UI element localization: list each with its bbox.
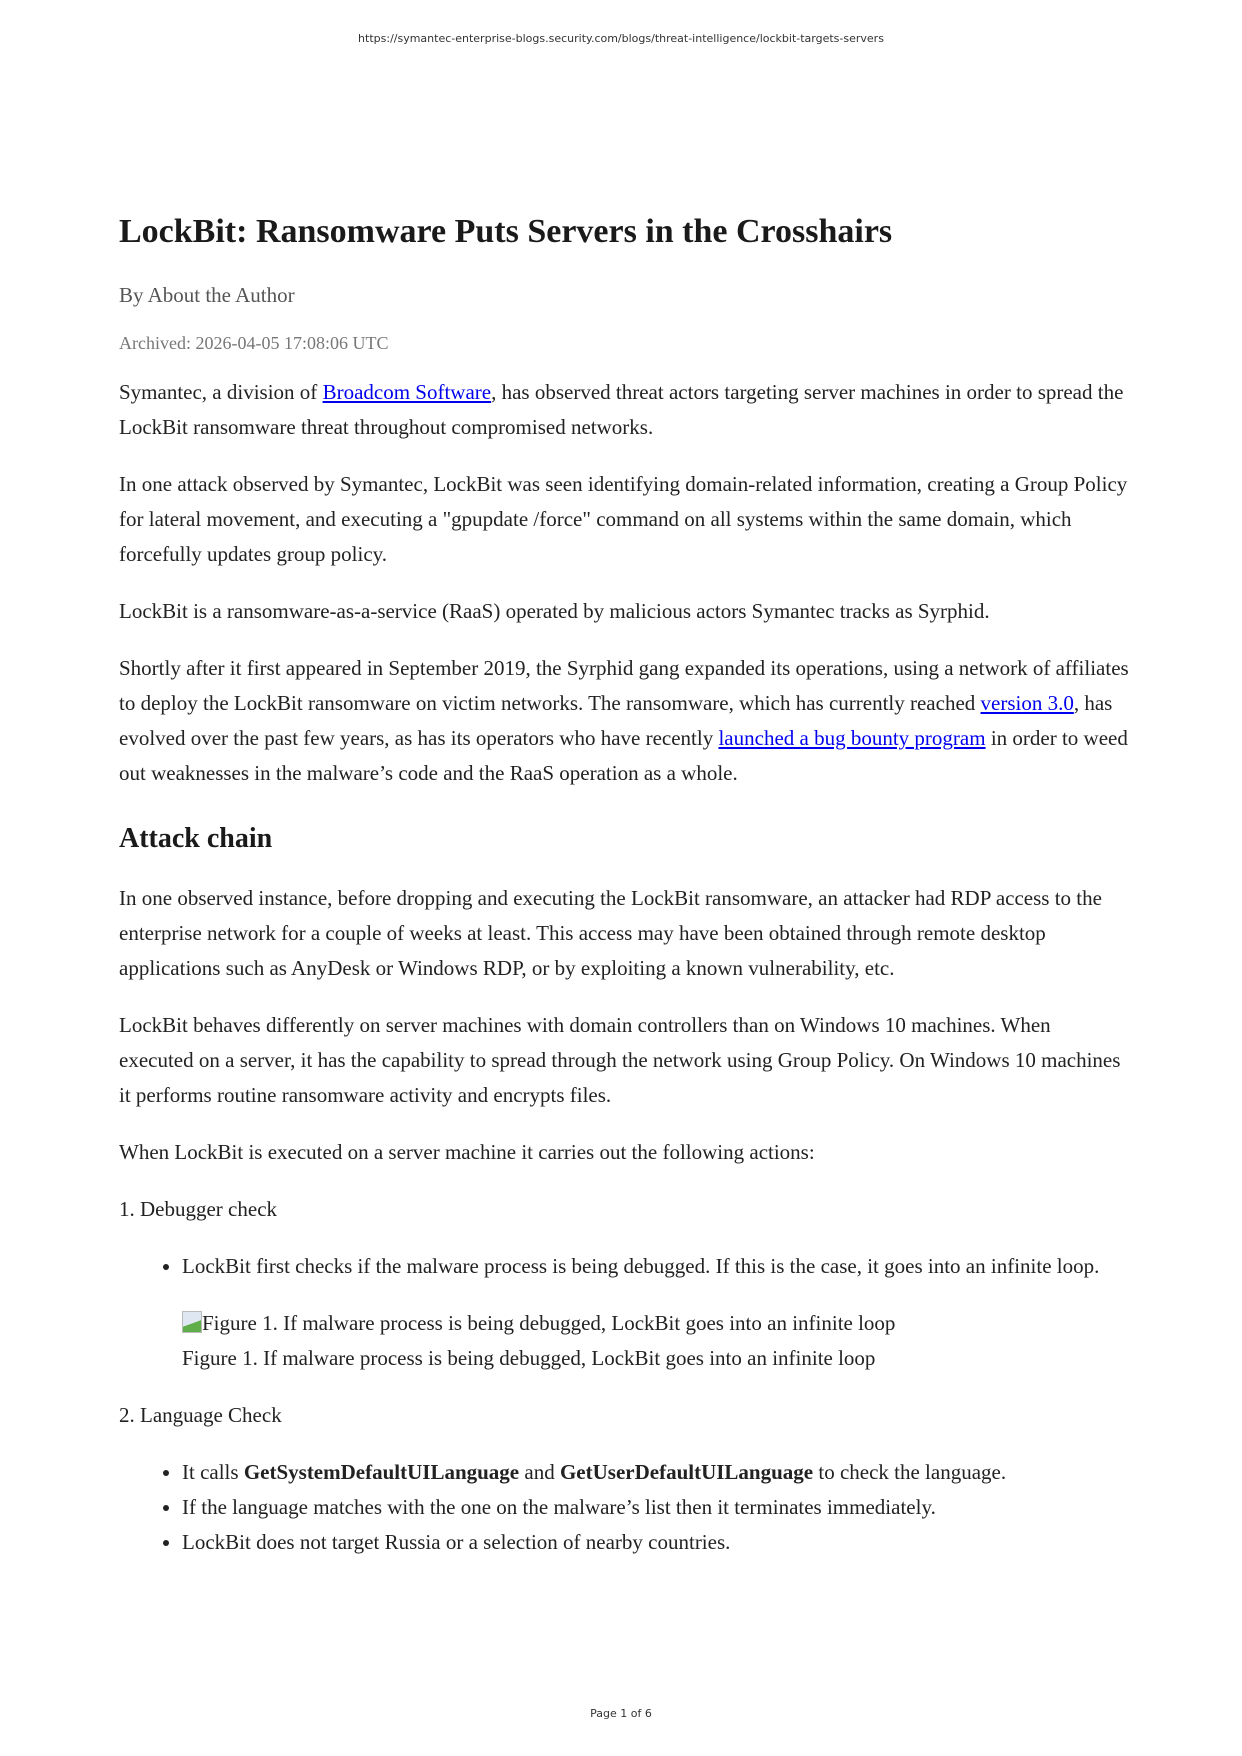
version-link[interactable]: version 3.0	[980, 691, 1074, 715]
list-item: • LockBit does not target Russia or a selection of nearby countries.	[182, 1525, 1129, 1560]
text: Symantec, a division of	[119, 380, 323, 404]
broadcom-software-link[interactable]: Broadcom Software	[322, 380, 492, 404]
figure	[182, 1306, 1129, 1376]
text: Shortly after it first appeared in September 2019, the Syrphid gang expanded its operations, using a network of affiliates to deploy the LockBit ransomware on victim networks. The ransomware, which has currently reached	[119, 656, 1129, 715]
figure-image-broken	[182, 1306, 1129, 1341]
bug-bounty-link[interactable]: launched a bug bounty program	[718, 726, 986, 750]
step-heading: 1. Debugger check	[119, 1197, 278, 1221]
api-name: GetUserDefaultUILanguage	[559, 1460, 814, 1484]
paragraph: LockBit is a ransomware-as-a-service (RaaS) operated by malicious actors Symantec tracks as Syrphid.	[119, 599, 990, 623]
bullet-list	[119, 1249, 1129, 1284]
text: It calls	[182, 1460, 244, 1484]
paragraph: When LockBit is executed on a server machine it carries out the following actions:	[119, 1140, 815, 1164]
figure-caption: Figure 1. If malware process is being debugged, LockBit goes into an infinite loop	[182, 1346, 876, 1370]
byline: By About the Author	[119, 283, 295, 307]
paragraph: In one attack observed by Symantec, LockBit was seen identifying domain-related information, creating a Group Policy for lateral movement, and executing a "gpupdate /force" command on all systems within the same domain, which forcefully updates group policy.	[119, 472, 1128, 566]
page-url: https://symantec-enterprise-blogs.security.com/blogs/threat-intelligence/lockbit-targets-servers	[358, 32, 884, 45]
step-heading: 2. Language Check	[119, 1403, 282, 1427]
figure-alt-text: Figure 1. If malware process is being debugged, LockBit goes into an infinite loop	[202, 1311, 896, 1335]
text: and	[519, 1460, 560, 1484]
section-heading: Attack chain	[119, 823, 273, 854]
paragraph	[119, 651, 1129, 791]
list-item: • If the language matches with the one on the malware’s list then it terminates immediately.	[182, 1490, 1129, 1525]
api-name: GetSystemDefaultUILanguage	[243, 1460, 520, 1484]
page-number: Page 1 of 6	[590, 1707, 652, 1720]
text: to check the language.	[813, 1460, 1007, 1484]
archived-date: Archived: 2026-04-05 17:08:06 UTC	[119, 333, 389, 353]
text: in order to weed out weaknesses in the malware’s code and the RaaS operation as a whole.	[119, 726, 1128, 785]
article	[119, 210, 1129, 1582]
bullet-list	[119, 1455, 1129, 1560]
broken-image-icon	[182, 1311, 202, 1333]
list-item: • LockBit first checks if the malware process is being debugged. If this is the case, it goes into an infinite loop.	[182, 1249, 1129, 1284]
paragraph	[119, 375, 1129, 445]
text: , has evolved over the past few years, as has its operators who have recently	[119, 691, 1113, 750]
list-item	[182, 1455, 1129, 1490]
article-title: LockBit: Ransomware Puts Servers in the Crosshairs	[119, 213, 893, 250]
paragraph: LockBit behaves differently on server machines with domain controllers than on Windows 10 machines. When executed on a server, it has the capability to spread through the network using Group Policy. On Windows 10 machines it performs routine ransomware activity and encrypts files.	[119, 1013, 1121, 1107]
text: , has observed threat actors targeting server machines in order to spread the LockBit ransomware threat throughout compromised networks.	[119, 380, 1124, 439]
paragraph: In one observed instance, before dropping and executing the LockBit ransomware, an attacker had RDP access to the enterprise network for a couple of weeks at least. This access may have been obtained through remote desktop applications such as AnyDesk or Windows RDP, or by exploiting a known vulnerability, etc.	[119, 886, 1102, 980]
